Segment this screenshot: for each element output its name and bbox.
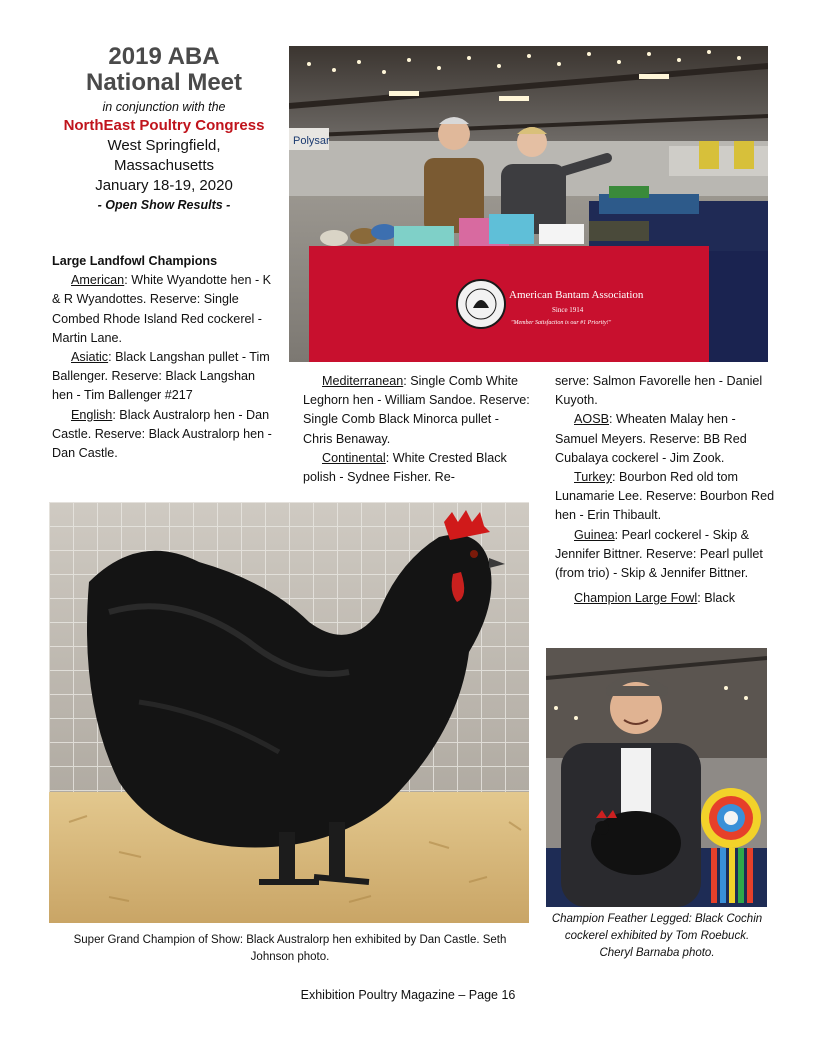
continental-text: : White Crested Black polish - Sydnee Fisher. Re- xyxy=(303,450,507,485)
aosb-entry xyxy=(555,410,780,468)
booth-photo-illustration xyxy=(289,46,768,362)
asiatic-text: : Black Langshan pullet - Tim Ballenger. Reserve: Black Langshan hen - Tim Ballenger #217 xyxy=(52,350,270,403)
guinea-text: : Pearl cockerel - Skip & Jennifer Bittner. Reserve: Pearl pullet (from trio) - Skip & Jennifer Bittner. xyxy=(555,527,763,581)
booth-photo xyxy=(289,46,768,362)
congress-name: NorthEast Poultry Congress xyxy=(63,117,265,134)
section-heading: Large Landfowl Champions xyxy=(52,254,218,268)
black-cochin-photo xyxy=(546,648,767,907)
tablecloth-title: American Bantam Association xyxy=(509,289,644,301)
title-line-2: National Meet xyxy=(85,69,243,96)
turkey-label: Turkey xyxy=(574,470,613,485)
asiatic-entry xyxy=(52,348,278,406)
australorp-hen-illustration xyxy=(49,502,529,923)
american-entry xyxy=(52,271,278,348)
column-1 xyxy=(52,252,278,463)
column-3 xyxy=(555,372,780,608)
aosb-text: : Wheaten Malay hen - Samuel Meyers. Reserve: BB Red Cubalaya cockerel - Jim Zook. xyxy=(555,412,747,465)
english-entry xyxy=(52,406,278,464)
polysar-sign: Polysar xyxy=(293,135,330,147)
champion-entry xyxy=(555,589,780,608)
results-label: - Open Show Results - xyxy=(97,198,231,212)
black-cochin-illustration xyxy=(546,648,767,907)
english-label: English xyxy=(71,407,113,422)
location-line-2: Massachusetts xyxy=(113,157,215,174)
american-label: American xyxy=(71,273,125,288)
hen-photo-caption: Super Grand Champion of Show: Black Australorp hen exhibited by Dan Castle. Seth Johnson photo. xyxy=(73,934,507,963)
mediterranean-label: Mediterranean xyxy=(322,374,404,388)
guinea-entry xyxy=(555,526,780,584)
guinea-label: Guinea xyxy=(574,527,615,542)
event-dates: January 18-19, 2020 xyxy=(95,177,233,194)
champion-label: Champion Large Fowl xyxy=(574,591,698,606)
column-2 xyxy=(303,372,531,487)
turkey-text: : Bourbon Red old tom Lunamarie Lee. Reserve: Bourbon Red hen - Erin Thibault. xyxy=(555,470,775,523)
turkey-entry xyxy=(555,468,780,526)
english-text: : Black Australorp hen - Dan Castle. Reserve: Black Australorp hen - Dan Castle. xyxy=(52,407,272,461)
location-line-1: West Springfield, xyxy=(107,137,221,154)
cochin-photo-caption: Champion Feather Legged: Black Cochin cockerel exhibited by Tom Roebuck. Cheryl Barnaba photo. xyxy=(551,913,763,959)
asiatic-label: Asiatic xyxy=(71,350,109,365)
page-footer: Exhibition Poultry Magazine – Page 16 xyxy=(300,988,516,1002)
mediterranean-text: : Single Comb White Leghorn hen - William Sandoe. Reserve: Single Comb Black Minorca pullet - Chris Benaway. xyxy=(303,374,530,446)
continental-continuation: serve: Salmon Favorelle hen - Daniel Kuyoth. xyxy=(555,374,763,408)
continental-label: Continental xyxy=(322,450,386,465)
american-text: : White Wyandotte hen - K & R Wyandottes. Reserve: Single Combed Rhode Island Red cockerel - Martin Lane. xyxy=(52,273,272,345)
australorp-hen-photo xyxy=(49,502,529,923)
article-header xyxy=(52,44,276,214)
continental-entry xyxy=(303,449,531,487)
subtitle: in conjunction with the xyxy=(102,100,226,114)
title-line-1: 2019 ABA xyxy=(108,43,220,70)
tablecloth-motto: "Member Satisfaction is our #1 Priority!" xyxy=(511,320,612,326)
tablecloth-since: Since 1914 xyxy=(552,306,584,314)
aosb-label: AOSB xyxy=(574,412,609,427)
mediterranean-entry xyxy=(303,372,531,449)
champion-text: : Black xyxy=(697,591,735,606)
